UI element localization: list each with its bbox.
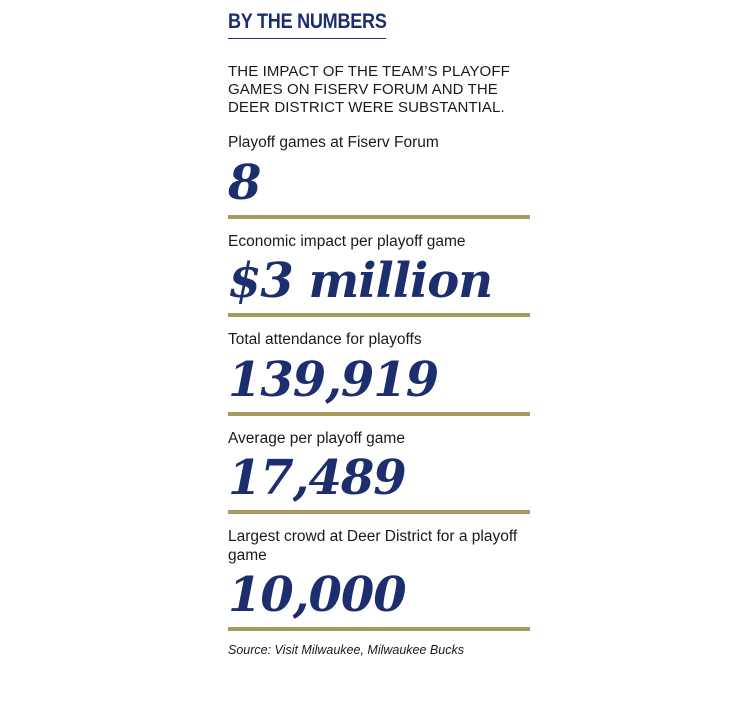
stat-value: 8 (228, 154, 261, 211)
stat-label: Total attendance for playoffs (228, 331, 422, 348)
stat-value: 17,489 (228, 450, 406, 506)
divider-rule (228, 313, 530, 317)
stat-label: Average per playoff game (228, 429, 405, 447)
stat-economic-impact (228, 233, 530, 318)
by-the-numbers-graphic (228, 8, 530, 658)
stat-playoff-games (228, 134, 530, 219)
stat-value: 10,000 (228, 567, 406, 623)
stat-total-attendance (228, 331, 530, 416)
stat-value: 139,919 (228, 351, 439, 408)
stat-label: Largest crowd at Deer District for a playoff game (228, 528, 518, 564)
divider-rule (228, 627, 530, 631)
intro-text: THE IMPACT OF THE TEAM’S PLAYOFF GAMES ON FISERV FORUM AND THE DEER DISTRICT WERE SUBSTANTIAL. (228, 63, 510, 116)
stat-label: Playoff games at Fiserv Forum (228, 134, 439, 151)
divider-rule (228, 215, 530, 219)
stat-largest-crowd (228, 528, 530, 631)
section-heading: BY THE NUMBERS (228, 8, 387, 39)
stat-label: Economic impact per playoff game (228, 232, 466, 250)
divider-rule (228, 510, 530, 514)
stat-value: $3 million (228, 253, 493, 309)
divider-rule (228, 412, 530, 416)
stat-average-attendance (228, 430, 530, 515)
source-credit: Source: Visit Milwaukee, Milwaukee Bucks (228, 643, 464, 657)
